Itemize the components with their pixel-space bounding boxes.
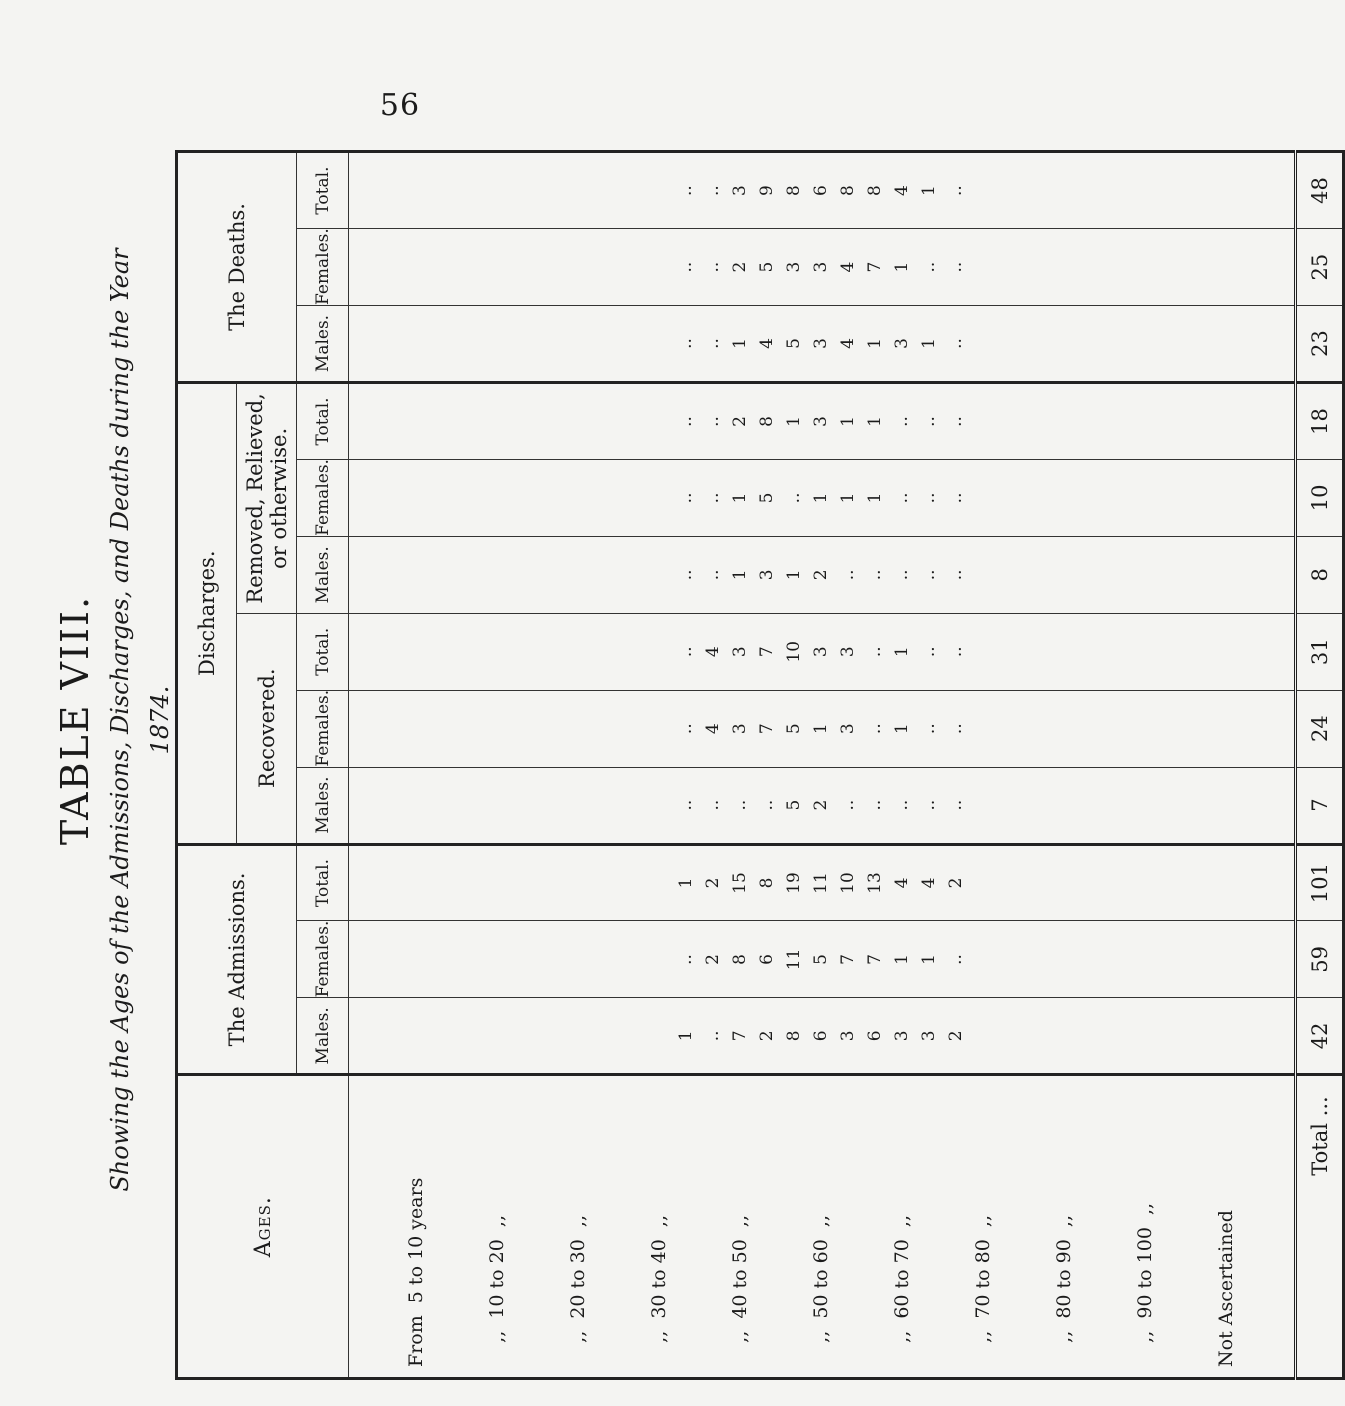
table-cell: ..: [892, 492, 912, 504]
table-cell: ..: [703, 185, 723, 196]
table-cell: ..: [838, 569, 858, 581]
admissions-males-header: Males.: [297, 998, 349, 1075]
table-cell: ..: [946, 261, 966, 273]
table-body-row: [349, 152, 1296, 1379]
admissions-header: The Admissions.: [177, 844, 297, 1075]
table-cell: 1: [919, 954, 939, 965]
removed-females-header: Females.: [297, 459, 349, 536]
table-cell: 11: [784, 948, 804, 971]
table-cell: 8: [838, 185, 858, 196]
table-cell: ..: [946, 338, 966, 349]
table-cell: ..: [703, 569, 723, 581]
table-cell: ..: [676, 185, 696, 196]
table-cell: ..: [919, 492, 939, 504]
table-cell: 5: [784, 723, 804, 735]
total-cell: 101: [1296, 844, 1344, 921]
total-cell: 10: [1296, 459, 1344, 536]
total-cell: 7: [1296, 767, 1344, 844]
total-cell: 25: [1296, 229, 1344, 306]
table-cell: 9: [757, 185, 777, 196]
table-cell: 3: [892, 1030, 912, 1042]
col-admissions-total: [349, 844, 1296, 921]
table-cell: 2: [946, 877, 966, 889]
col-admissions-males: [349, 998, 1296, 1075]
age-label: ,, 90 to 100 ,,: [1134, 1202, 1156, 1367]
table-cell: 5: [811, 954, 831, 965]
table-cell: 1: [730, 569, 750, 581]
table-cell: 19: [784, 872, 804, 894]
table-cell: 3: [811, 261, 831, 273]
admissions-females-header: Females.: [297, 921, 349, 998]
recovered-total-header: Total.: [297, 613, 349, 690]
table-cell: 7: [838, 954, 858, 965]
age-label: From 5 to 10 years: [405, 1177, 427, 1367]
col-admissions-females: [349, 921, 1296, 998]
col-removed-total: [349, 382, 1296, 459]
table-cell: ..: [892, 799, 912, 811]
table-cell: 1: [865, 416, 885, 427]
page-number: 56: [379, 88, 421, 123]
table-cell: ..: [703, 492, 723, 504]
table-cell: 4: [838, 261, 858, 273]
table-cell: 1: [892, 646, 912, 658]
age-label: ,, 10 to 20 ,,: [486, 1215, 508, 1367]
table-cell: 13: [865, 872, 885, 894]
deaths-females-header: Females.: [297, 229, 349, 306]
table-cell: 8: [784, 185, 804, 196]
table-cell: ..: [757, 799, 777, 811]
table-cell: 3: [838, 646, 858, 658]
table-cell: 3: [757, 569, 777, 581]
table-cell: ..: [703, 338, 723, 349]
col-deaths-males: [349, 306, 1296, 383]
table-cell: 3: [730, 723, 750, 735]
table-cell: ..: [703, 261, 723, 273]
table-cell: ..: [892, 416, 912, 427]
table-cell: 3: [730, 185, 750, 196]
table-cell: ..: [703, 1030, 723, 1042]
table-cell: ..: [946, 185, 966, 196]
totals-row: [1296, 152, 1344, 1379]
col-recovered-total: [349, 613, 1296, 690]
table-cell: 4: [703, 723, 723, 735]
table-cell: ..: [946, 646, 966, 658]
table-cell: 3: [838, 1030, 858, 1042]
recovered-header: Recovered.: [237, 613, 297, 844]
table-cell: ..: [865, 569, 885, 581]
table-cell: ..: [676, 492, 696, 504]
table-cell: ..: [703, 416, 723, 427]
age-label: ,, 60 to 70 ,,: [891, 1215, 913, 1367]
table-cell: ..: [919, 799, 939, 811]
table-cell: 4: [919, 877, 939, 889]
table-cell: 2: [730, 416, 750, 427]
table-cell: ..: [919, 723, 939, 735]
table-cell: 8: [784, 1030, 804, 1042]
table-cell: 10: [784, 640, 804, 663]
ages-column: [349, 1075, 1296, 1379]
removed-total-header: Total.: [297, 382, 349, 459]
table-cell: 1: [730, 492, 750, 504]
table-cell: 7: [865, 261, 885, 273]
table-cell: 2: [946, 1030, 966, 1042]
table-cell: 1: [784, 416, 804, 427]
table-cell: ..: [676, 569, 696, 581]
table-cell: 2: [730, 261, 750, 273]
col-deaths-females: [349, 229, 1296, 306]
table-cell: ..: [919, 646, 939, 658]
table-cell: 1: [811, 723, 831, 735]
table-cell: 8: [757, 877, 777, 889]
table-cell: ..: [892, 569, 912, 581]
col-recovered-females: [349, 690, 1296, 767]
table-cell: ..: [865, 799, 885, 811]
age-label: Not Ascertained: [1215, 1210, 1237, 1367]
table-cell: 8: [730, 954, 750, 965]
table-cell: 2: [703, 877, 723, 889]
total-cell: 59: [1296, 921, 1344, 998]
recovered-females-header: Females.: [297, 690, 349, 767]
table-cell: ..: [865, 723, 885, 735]
total-cell: 8: [1296, 536, 1344, 613]
table-cell: 7: [865, 954, 885, 965]
col-removed-females: [349, 459, 1296, 536]
table-cell: ..: [676, 261, 696, 273]
table-cell: 4: [757, 338, 777, 349]
table-cell: 7: [757, 723, 777, 735]
table-cell: 5: [757, 261, 777, 273]
total-cell: 24: [1296, 690, 1344, 767]
table-cell: 6: [811, 185, 831, 196]
table-cell: ..: [865, 646, 885, 658]
table-cell: 8: [757, 416, 777, 427]
table-cell: 3: [919, 1030, 939, 1042]
table-cell: ..: [919, 261, 939, 273]
table-cell: 3: [892, 338, 912, 349]
table-cell: 1: [892, 261, 912, 273]
table-cell: 1: [838, 492, 858, 504]
age-label: ,, 20 to 30 ,,: [567, 1215, 589, 1367]
table-cell: 6: [865, 1030, 885, 1042]
total-cell: 31: [1296, 613, 1344, 690]
table-heading: [40, 220, 174, 1220]
table-cell: 3: [811, 646, 831, 658]
age-label: ,, 40 to 50 ,,: [729, 1215, 751, 1367]
col-removed-males: [349, 536, 1296, 613]
table-cell: 3: [811, 338, 831, 349]
table-cell: 1: [919, 185, 939, 196]
age-label: ,, 70 to 80 ,,: [972, 1215, 994, 1367]
table-cell: 1: [865, 492, 885, 504]
deaths-header: The Deaths.: [177, 152, 297, 383]
table-cell: 2: [757, 1030, 777, 1042]
table-cell: 1: [811, 492, 831, 504]
table-cell: 3: [838, 723, 858, 735]
table-cell: 1: [676, 877, 696, 889]
table-cell: ..: [838, 799, 858, 811]
table-cell: 4: [892, 877, 912, 889]
table-cell: ..: [946, 492, 966, 504]
table-cell: 4: [703, 646, 723, 658]
table-cell: ..: [676, 338, 696, 349]
table-cell: ..: [676, 799, 696, 811]
deaths-males-header: Males.: [297, 306, 349, 383]
table-title: TABLE VIII.: [53, 594, 97, 846]
table-cell: ..: [946, 799, 966, 811]
table-cell: 1: [892, 723, 912, 735]
discharges-header: Discharges.: [177, 382, 237, 844]
table-cell: ..: [676, 954, 696, 965]
total-cell: 42: [1296, 998, 1344, 1075]
table-cell: 2: [811, 799, 831, 811]
age-label: ,, 80 to 90 ,,: [1053, 1215, 1075, 1367]
total-cell: 23: [1296, 306, 1344, 383]
table-cell: ..: [676, 723, 696, 735]
table-cell: 5: [757, 492, 777, 504]
age-label: ,, 50 to 60 ,,: [810, 1215, 832, 1367]
total-cell: 48: [1296, 152, 1344, 229]
table-cell: 4: [892, 185, 912, 196]
table-cell: 3: [730, 646, 750, 658]
table-cell: 1: [730, 338, 750, 349]
col-recovered-males: [349, 767, 1296, 844]
table-cell: 7: [757, 646, 777, 658]
table-cell: 8: [865, 185, 885, 196]
table-cell: 3: [811, 416, 831, 427]
age-label: ,, 30 to 40 ,,: [648, 1215, 670, 1367]
table-cell: 10: [838, 872, 858, 894]
total-label: Total ...: [1296, 1075, 1344, 1379]
table-cell: 6: [811, 1030, 831, 1042]
table-cell: 11: [811, 872, 831, 894]
table-cell: ..: [703, 799, 723, 811]
table-cell: ..: [946, 569, 966, 581]
table-subtitle: Showing the Ages of the Admissions, Discharges, and Deaths during the Year 1874.: [106, 248, 174, 1192]
ages-header: Ages.: [177, 1075, 349, 1379]
removed-header: Removed, Relieved, or otherwise.: [237, 382, 297, 613]
table-cell: 15: [730, 872, 750, 894]
admissions-total-header: Total.: [297, 844, 349, 921]
table-cell: ..: [919, 569, 939, 581]
table-cell: ..: [676, 416, 696, 427]
statistics-table-frame: [175, 150, 1332, 1380]
table-cell: ..: [784, 492, 804, 504]
table-cell: 6: [757, 954, 777, 965]
table-cell: 7: [730, 1030, 750, 1042]
removed-males-header: Males.: [297, 536, 349, 613]
table-cell: 5: [784, 799, 804, 811]
table-cell: 2: [703, 954, 723, 965]
table-cell: ..: [919, 416, 939, 427]
table-cell: ..: [946, 416, 966, 427]
table-cell: ..: [946, 954, 966, 965]
table-cell: ..: [676, 646, 696, 658]
table-cell: ..: [946, 723, 966, 735]
table-cell: 1: [784, 569, 804, 581]
recovered-males-header: Males.: [297, 767, 349, 844]
table-cell: ..: [730, 799, 750, 811]
table-cell: 5: [784, 338, 804, 349]
deaths-total-header: Total.: [297, 152, 349, 229]
table-cell: 1: [838, 416, 858, 427]
ages-table: [175, 150, 1345, 1380]
col-deaths-total: [349, 152, 1296, 229]
table-cell: 3: [784, 261, 804, 273]
table-cell: 2: [811, 569, 831, 581]
table-cell: 1: [892, 954, 912, 965]
table-cell: 1: [865, 338, 885, 349]
table-cell: 4: [838, 338, 858, 349]
total-cell: 18: [1296, 382, 1344, 459]
table-cell: 1: [676, 1030, 696, 1042]
table-cell: 1: [919, 338, 939, 349]
